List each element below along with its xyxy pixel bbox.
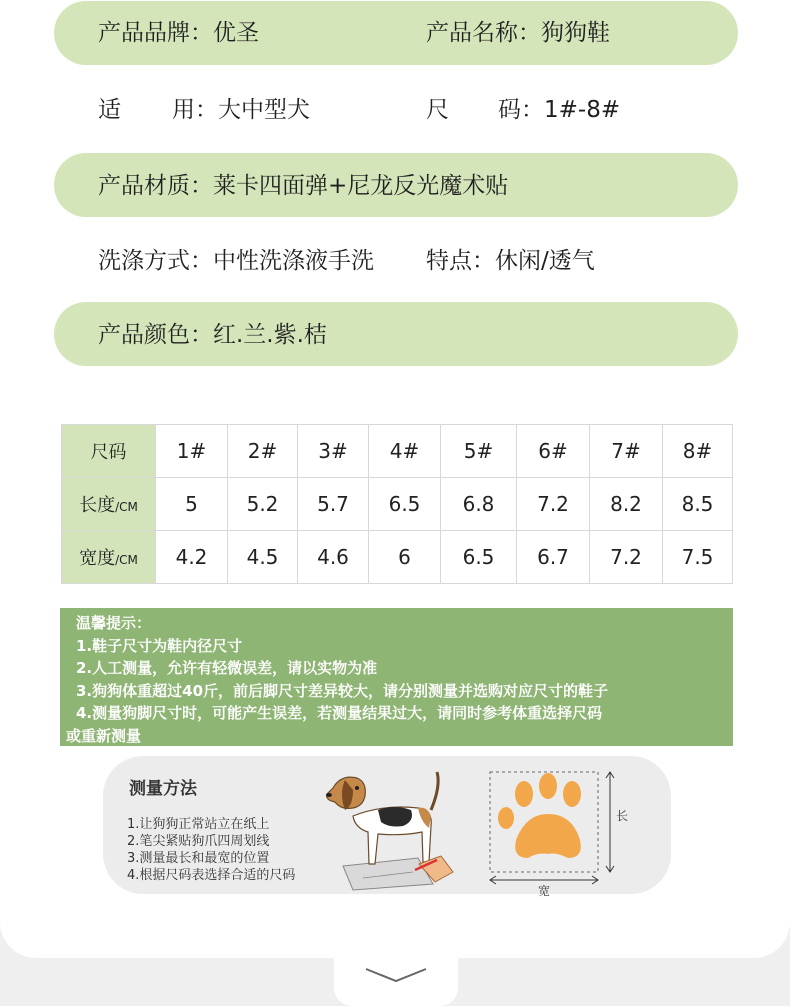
length-cell: 8.5 bbox=[663, 478, 733, 531]
size-cell: 8# bbox=[663, 425, 733, 478]
width-mark: 宽 bbox=[538, 884, 551, 898]
length-cell: 5.2 bbox=[228, 478, 298, 531]
tips-box bbox=[60, 608, 733, 746]
size-cell: 2# bbox=[228, 425, 298, 478]
spec-size-value: 码：1#-8# bbox=[498, 97, 621, 123]
spec-brand: 产品品牌：优圣 bbox=[98, 20, 259, 46]
size-cell: 3# bbox=[298, 425, 369, 478]
length-cell: 5 bbox=[156, 478, 228, 531]
measure-step: 1.让狗狗正常站立在纸上 bbox=[127, 817, 270, 832]
width-header-cell bbox=[62, 531, 156, 584]
paper-sheet bbox=[343, 858, 433, 890]
paw-toe-icon bbox=[498, 807, 514, 829]
spec-fit-label: 适 bbox=[98, 97, 121, 123]
measure-step: 4.根据尺码表选择合适的尺码 bbox=[127, 868, 296, 883]
measure-step: 3.测量最长和最宽的位置 bbox=[127, 851, 270, 866]
size-table-width-row bbox=[62, 531, 733, 584]
width-cell: 7.5 bbox=[663, 531, 733, 584]
width-cell: 4.6 bbox=[298, 531, 369, 584]
measure-steps bbox=[127, 816, 295, 884]
length-cell: 5.7 bbox=[298, 478, 369, 531]
dog-measuring-illustration bbox=[323, 766, 473, 891]
spec-feature: 特点：休闲/透气 bbox=[426, 248, 595, 274]
width-cell: 4.2 bbox=[156, 531, 228, 584]
measure-method-panel bbox=[103, 756, 671, 898]
length-cell: 6.5 bbox=[369, 478, 441, 531]
spec-wash: 洗涤方式：中性洗涤液手洗 bbox=[98, 248, 374, 274]
length-label: 长度 bbox=[79, 495, 116, 516]
width-cell: 6.7 bbox=[517, 531, 590, 584]
unit-label: /CM bbox=[115, 500, 138, 514]
tips-item: 1.鞋子尺寸为鞋内径尺寸 bbox=[76, 636, 243, 655]
measure-step: 2.笔尖紧贴狗爪四周划线 bbox=[127, 834, 270, 849]
tips-item: 3.狗狗体重超过40斤，前后脚尺寸差异较大，请分别测量并选购对应尺寸的鞋子 bbox=[76, 681, 609, 700]
tips-item: 2.人工测量，允许有轻微误差，请以实物为准 bbox=[76, 659, 378, 677]
paw-toe-icon bbox=[539, 773, 557, 799]
width-label: 宽度 bbox=[79, 548, 116, 569]
size-cell: 5# bbox=[441, 425, 517, 478]
width-cell: 6.5 bbox=[441, 531, 517, 584]
length-mark: 长 bbox=[616, 809, 629, 823]
spec-size-label: 尺 bbox=[426, 97, 449, 123]
size-cell: 7# bbox=[590, 425, 663, 478]
measure-method-title: 测量方法 bbox=[129, 779, 197, 799]
length-cell: 8.2 bbox=[590, 478, 663, 531]
tips-item: 4.测量狗脚尺寸时，可能产生误差，若测量结果过大，请同时参考体重选择尺码 bbox=[76, 704, 603, 722]
size-table-length-row bbox=[62, 478, 733, 531]
width-cell: 7.2 bbox=[590, 531, 663, 584]
spec-fit-value: 用：大中型犬 bbox=[172, 97, 310, 123]
size-table-header-row bbox=[62, 425, 733, 478]
spec-color: 产品颜色：红.兰.紫.桔 bbox=[98, 322, 327, 348]
paw-pad-icon bbox=[515, 814, 581, 858]
width-cell: 4.5 bbox=[228, 531, 298, 584]
spec-product-name: 产品名称：狗狗鞋 bbox=[426, 20, 610, 46]
paw-toe-icon bbox=[563, 781, 581, 807]
size-cell: 6# bbox=[517, 425, 590, 478]
length-cell: 6.8 bbox=[441, 478, 517, 531]
size-cell: 4# bbox=[369, 425, 441, 478]
size-header-cell: 尺码 bbox=[62, 425, 156, 478]
spec-material: 产品材质：莱卡四面弹+尼龙反光魔术贴 bbox=[98, 173, 509, 199]
chevron-down-icon[interactable] bbox=[364, 966, 428, 986]
tips-item: 或重新测量 bbox=[66, 726, 142, 745]
size-table bbox=[61, 424, 733, 584]
paw-measure-diagram bbox=[486, 768, 629, 898]
tips-title: 温馨提示： bbox=[76, 614, 152, 632]
length-cell: 7.2 bbox=[517, 478, 590, 531]
width-cell: 6 bbox=[369, 531, 441, 584]
dog-tail bbox=[431, 772, 438, 810]
length-header-cell bbox=[62, 478, 156, 531]
size-cell: 1# bbox=[156, 425, 228, 478]
paw-toe-icon bbox=[515, 781, 533, 807]
unit-label: /CM bbox=[115, 553, 138, 567]
